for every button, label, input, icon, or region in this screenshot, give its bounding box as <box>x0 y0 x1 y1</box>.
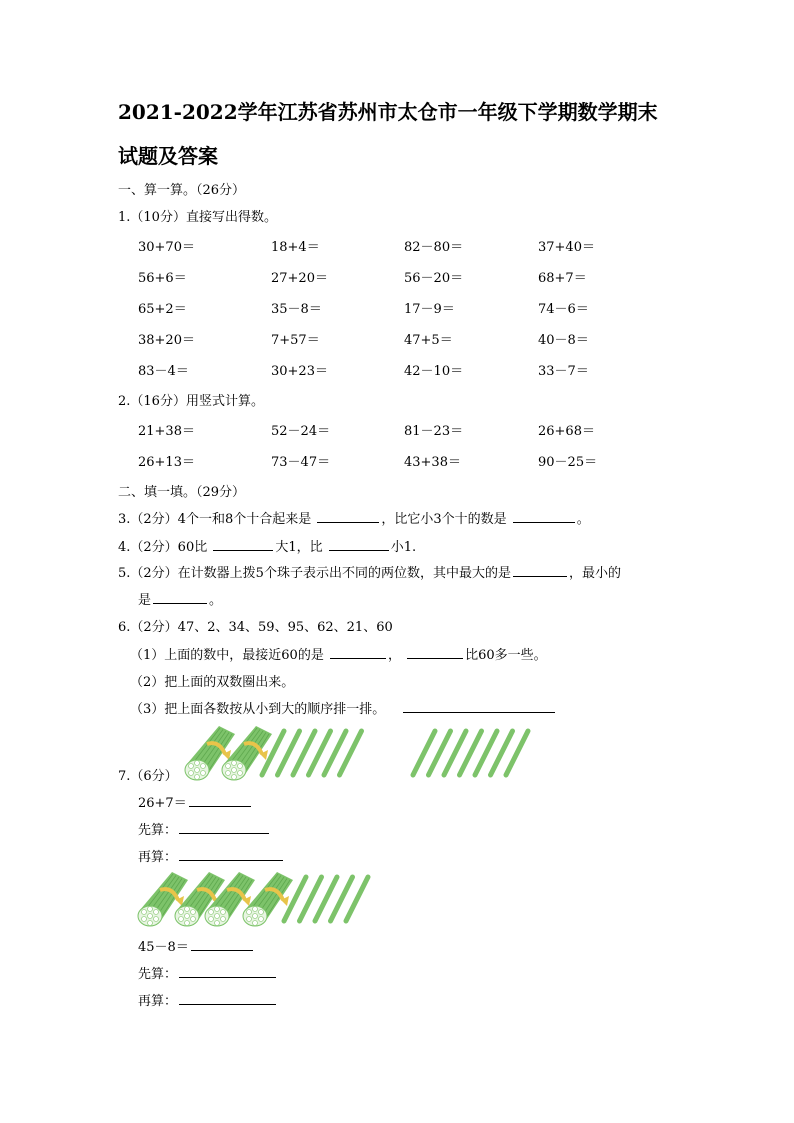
equation: 27+20＝ <box>271 271 328 286</box>
equation: 37+40＝ <box>538 240 595 255</box>
equation: 18+4＝ <box>271 240 320 255</box>
q5-text-a: 5.（2分）在计数器上拨5个珠子表示出不同的两位数，其中最大的是 <box>118 566 511 581</box>
q6-sub1-text-b: ， <box>387 648 401 663</box>
equation: 40－8＝ <box>538 333 589 348</box>
q2-label: 2.（16分）用竖式计算。 <box>118 394 264 409</box>
q5-text-b: ，最小的 <box>568 566 621 581</box>
equation: 17－9＝ <box>404 302 455 317</box>
q7-then1-text: 再算： <box>138 850 178 865</box>
equation: 42－10＝ <box>404 364 464 379</box>
q7-then2 <box>138 990 278 1009</box>
equation: 52－24＝ <box>271 424 331 439</box>
q1-label: 1.（10分）直接写出得数。 <box>118 210 277 225</box>
equation: 26+68＝ <box>538 424 595 439</box>
equation: 68+7＝ <box>538 271 587 286</box>
section-2-heading: 二、填一填。（29分） <box>118 485 246 500</box>
equation: 26+13＝ <box>138 455 195 470</box>
equation: 21+38＝ <box>138 424 195 439</box>
equation: 47+5＝ <box>404 333 453 348</box>
q4-text-c: 小1. <box>390 540 417 555</box>
q3-text-a: 3.（2分）4个一和8个十合起来是 <box>118 512 312 527</box>
q7-first1 <box>138 819 271 838</box>
q7-first2-text: 先算： <box>138 967 178 982</box>
q6-sub1-text-a: （1）上面的数中，最接近60的是 <box>130 648 324 663</box>
q5-text-d: 。 <box>209 593 223 608</box>
q7-eq2-blank[interactable] <box>191 938 253 951</box>
equation: 56－20＝ <box>404 271 464 286</box>
q6-sub1-text-c: 比60多一些。 <box>465 648 547 663</box>
q7-eq2-text: 45－8＝ <box>138 940 189 955</box>
equation: 30+23＝ <box>271 364 328 379</box>
q6-sub3-text: （3）把上面各数按从小到大的顺序排一排。 <box>130 702 386 717</box>
title-line-2: 试题及答案 <box>118 144 218 168</box>
equation: 65+2＝ <box>138 302 187 317</box>
q4-text-a: 4.（2分）60比 <box>118 540 208 555</box>
equation: 35－8＝ <box>271 302 322 317</box>
equation: 83－4＝ <box>138 364 189 379</box>
q7-eq1-blank[interactable] <box>189 794 251 807</box>
q7-eq1-text: 26+7＝ <box>138 796 187 811</box>
q7-first1-text: 先算： <box>138 823 178 838</box>
equation: 43+38＝ <box>404 455 461 470</box>
q7-then1-blank[interactable] <box>179 848 283 861</box>
equation: 82－80＝ <box>404 240 464 255</box>
q7-first1-blank[interactable] <box>179 821 269 834</box>
q6-label: 6.（2分）47、2、34、59、95、62、21、60 <box>118 620 393 635</box>
equation: 7+57＝ <box>271 333 320 348</box>
q7-then1 <box>138 846 285 865</box>
equation: 33－7＝ <box>538 364 589 379</box>
title-line-1: 2021-2022学年江苏省苏州市太仓市一年级下学期数学期末 <box>118 100 658 124</box>
q6-sub2: （2）把上面的双数圈出来。 <box>130 675 295 690</box>
q3-text-c: 。 <box>576 512 590 527</box>
q7-label: 7.（6分） <box>118 769 178 784</box>
q7-then2-blank[interactable] <box>179 992 276 1005</box>
section-1-heading: 一、算一算。（26分） <box>118 183 246 198</box>
equation: 56+6＝ <box>138 271 187 286</box>
equation: 81－23＝ <box>404 424 464 439</box>
equation: 90－25＝ <box>538 455 598 470</box>
q7-first2 <box>138 963 278 982</box>
q3-text-b: ，比它小3个十的数是 <box>381 512 507 527</box>
q7-first2-blank[interactable] <box>179 965 276 978</box>
q5-text-c: 是 <box>138 593 152 608</box>
q7-then2-text: 再算： <box>138 994 178 1009</box>
equation: 74－6＝ <box>538 302 589 317</box>
equation: 30+70＝ <box>138 240 195 255</box>
q7-eq1 <box>138 792 253 811</box>
equation: 38+20＝ <box>138 333 195 348</box>
q7-eq2 <box>138 936 255 955</box>
equation: 73－47＝ <box>271 455 331 470</box>
q4-text-b: 大1，比 <box>275 540 323 555</box>
